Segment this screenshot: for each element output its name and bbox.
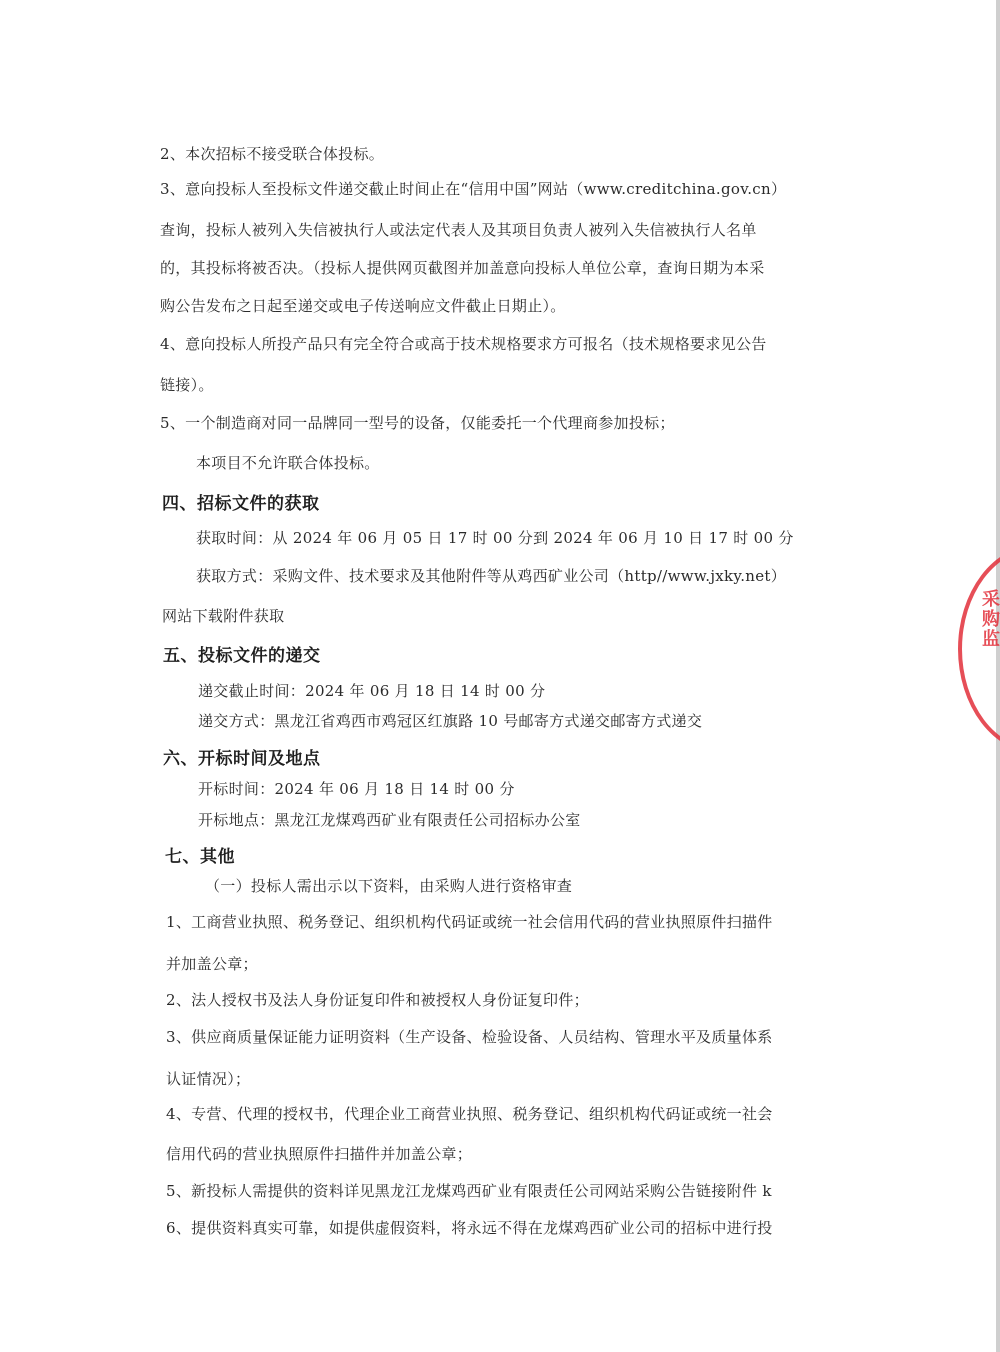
section-heading-7: 七、其他 <box>165 847 235 867</box>
text-line: 3、供应商质量保证能力证明资料（生产设备、检验设备、人员结构、管理水平及质量体系 <box>166 1028 773 1046</box>
text-line: 4、专营、代理的授权书，代理企业工商营业执照、税务登记、组织机构代码证或统一社会 <box>166 1105 773 1123</box>
text-line: 2、本次招标不接受联合体投标。 <box>160 145 385 163</box>
text-line: 3、意向投标人至投标文件递交截止时间止在“信用中国”网站（www.creditchina.gov.cn） <box>160 180 787 198</box>
text-line: 递交截止时间：2024 年 06 月 18 日 14 时 00 分 <box>198 682 546 700</box>
section-heading-4: 四、招标文件的获取 <box>162 494 320 514</box>
text-line: 获取方式：采购文件、技术要求及其他附件等从鸡西矿业公司（http//www.jxky.net） <box>196 567 787 585</box>
text-line: 开标地点：黑龙江龙煤鸡西矿业有限责任公司招标办公室 <box>198 811 581 829</box>
section-heading-5: 五、投标文件的递交 <box>163 646 321 666</box>
text-line: 1、工商营业执照、税务登记、组织机构代码证或统一社会信用代码的营业执照原件扫描件 <box>166 913 773 931</box>
text-line: 6、提供资料真实可靠，如提供虚假资料，将永远不得在龙煤鸡西矿业公司的招标中进行投 <box>166 1219 773 1237</box>
text-line: 5、新投标人需提供的资料详见黑龙江龙煤鸡西矿业有限责任公司网站采购公告链接附件 k <box>166 1182 772 1200</box>
text-line: 链接）。 <box>160 376 214 394</box>
text-line: 本项目不允许联合体投标。 <box>196 454 380 472</box>
text-line: 5、一个制造商对同一品牌同一型号的设备，仅能委托一个代理商参加投标； <box>160 414 675 432</box>
stamp-text: 采购监 <box>979 589 1000 649</box>
text-line: 的，其投标将被否决。（投标人提供网页截图并加盖意向投标人单位公章，查询日期为本采 <box>160 259 765 277</box>
text-line: 购公告发布之日起至递交或电子传送响应文件截止日期止）。 <box>160 297 566 315</box>
text-line: 网站下载附件获取 <box>162 607 285 625</box>
text-line: 获取时间：从 2024 年 06 月 05 日 17 时 00 分到 2024 年 06 月 10 日 17 时 00 分 <box>196 529 794 547</box>
text-line: 并加盖公章； <box>166 955 258 973</box>
text-line: 递交方式：黑龙江省鸡西市鸡冠区红旗路 10 号邮寄方式递交邮寄方式递交 <box>198 712 703 730</box>
text-line: 4、意向投标人所投产品只有完全符合或高于技术规格要求方可报名（技术规格要求见公告 <box>160 335 767 353</box>
text-line: 2、法人授权书及法人身份证复印件和被授权人身份证复印件； <box>166 991 589 1009</box>
text-line: （一）投标人需出示以下资料，由采购人进行资格审查 <box>205 877 573 895</box>
text-line: 查询，投标人被列入失信被执行人或法定代表人及其项目负责人被列入失信被执行人名单 <box>160 221 757 239</box>
text-line: 认证情况）； <box>166 1070 251 1088</box>
section-heading-6: 六、开标时间及地点 <box>163 749 321 769</box>
text-line: 信用代码的营业执照原件扫描件并加盖公章； <box>166 1145 473 1163</box>
red-seal-stamp <box>958 545 1000 753</box>
text-line: 开标时间：2024 年 06 月 18 日 14 时 00 分 <box>198 780 515 798</box>
